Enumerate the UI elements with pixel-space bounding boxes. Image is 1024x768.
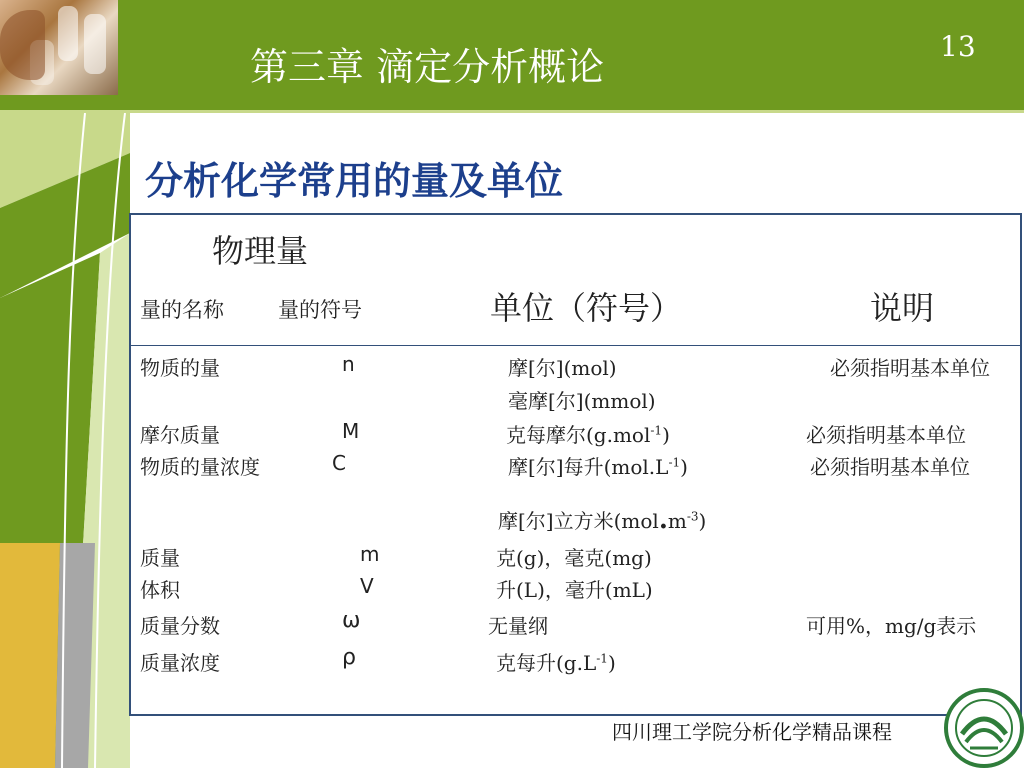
table-cell-symbol: n bbox=[342, 352, 355, 376]
table-cell-note: 必须指明基本单位 bbox=[806, 423, 966, 447]
unit-close: ) bbox=[698, 509, 707, 533]
table-cell-unit bbox=[496, 647, 616, 676]
table-cell-name: 物质的量浓度 bbox=[140, 455, 260, 479]
header-divider bbox=[0, 110, 1024, 113]
chapter-title: 第三章 滴定分析概论 bbox=[250, 45, 605, 89]
table-cell-symbol: C bbox=[332, 451, 346, 475]
university-logo-icon bbox=[940, 684, 1024, 768]
table-header-divider bbox=[131, 345, 1020, 346]
slide-heading: 分析化学常用的量及单位 bbox=[145, 159, 564, 203]
table-cell-symbol: M bbox=[342, 419, 360, 443]
table-cell-unit bbox=[506, 419, 670, 448]
table-cell-symbol: ω bbox=[342, 608, 361, 633]
left-decorative-stripes bbox=[0, 113, 130, 768]
unit-exponent: -1 bbox=[650, 423, 663, 438]
unit-text: 摩[尔]每升(mol.L bbox=[508, 455, 669, 479]
table-cell-unit-secondary: 毫摩[尔](mmol) bbox=[508, 389, 656, 413]
table-cell-unit bbox=[508, 451, 688, 480]
table-cell-unit-secondary bbox=[498, 505, 706, 535]
table-cell-name: 质量分数 bbox=[140, 614, 220, 638]
table-cell-note: 必须指明基本单位 bbox=[830, 356, 990, 380]
unit-exponent: -1 bbox=[596, 651, 608, 666]
table-cell-name: 摩尔质量 bbox=[140, 423, 220, 447]
table-cell-unit: 摩[尔](mol) bbox=[508, 356, 617, 380]
unit-dot: . bbox=[658, 505, 668, 535]
table-cell-note: 可用%，mg/g表示 bbox=[806, 614, 977, 638]
table-cell-unit: 升(L)，毫升(mL) bbox=[496, 578, 653, 602]
header-quantity-name: 量的名称 bbox=[140, 298, 224, 322]
unit-close: ) bbox=[662, 423, 670, 447]
lab-photo-thumbnail bbox=[0, 0, 118, 95]
header-quantity-symbol: 量的符号 bbox=[278, 298, 362, 322]
table-cell-name: 物质的量 bbox=[140, 356, 220, 380]
table-cell-unit: 无量纲 bbox=[488, 614, 548, 638]
unit-exponent: -1 bbox=[668, 455, 681, 470]
table-cell-note: 必须指明基本单位 bbox=[810, 455, 970, 479]
table-cell-unit: 克(g)，毫克(mg) bbox=[496, 546, 652, 570]
unit-text: 克每摩尔(g.mol bbox=[506, 423, 651, 447]
header-remarks: 说明 bbox=[870, 289, 935, 327]
unit-text: 摩[尔]立方米(mol bbox=[498, 509, 659, 533]
table-cell-name: 质量浓度 bbox=[140, 651, 220, 675]
table-cell-name: 质量 bbox=[140, 546, 180, 570]
table-cell-symbol: V bbox=[360, 574, 374, 598]
course-name-footer: 四川理工学院分析化学精品课程 bbox=[612, 720, 892, 744]
table-cell-symbol: ρ bbox=[342, 645, 356, 670]
table-cell-name: 体积 bbox=[140, 578, 180, 602]
unit-text-mid: m bbox=[667, 509, 687, 533]
unit-close: ) bbox=[607, 651, 616, 675]
table-cell-symbol: m bbox=[360, 542, 380, 566]
unit-close: ) bbox=[680, 455, 688, 479]
unit-exponent: -3 bbox=[686, 509, 699, 524]
page-number: 13 bbox=[940, 30, 976, 63]
header-unit-symbol: 单位（符号） bbox=[490, 289, 683, 327]
unit-text: 克每升(g.L bbox=[496, 651, 597, 675]
header-physical-quantity: 物理量 bbox=[212, 232, 309, 270]
